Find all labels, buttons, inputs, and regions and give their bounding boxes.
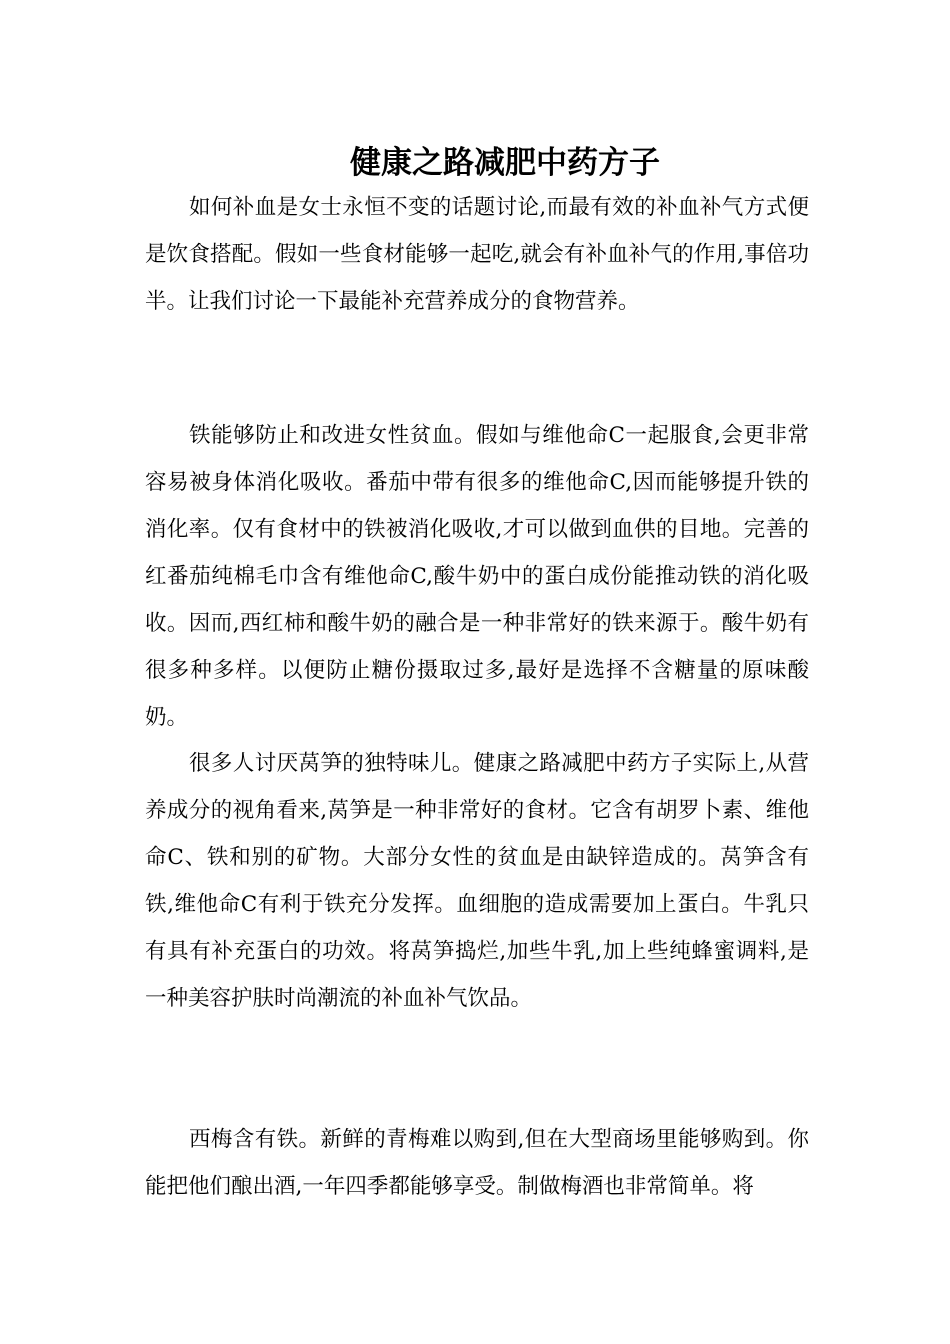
paragraph-lettuce: 很多人讨厌莴笋的独特味儿。健康之路减肥中药方子实际上,从营养成分的视角看来,莴笋是一种非常好的食材。它含有胡罗卜素、维他命C、铁和别的矿物。大部分女性的贫血是由缺锌造成的。莴笋含有铁,维他命C有利于铁充分发挥。血细胞的造成需要加上蛋白。牛乳只有具有补充蛋白的功效。将莴笋捣烂,加些牛乳,加上些纯蜂蜜调料,是一种美容护肤时尚潮流的补血补气饮品。 (145, 751, 809, 1011)
paragraph-iron-vitamin-c: 铁能够防止和改进女性贫血。假如与维他命C一起服食,会更非常容易被身体消化吸收。番茄中带有很多的维他命C,因而能够提升铁的消化率。仅有食材中的铁被消化吸收,才可以做到血供的目地。完善的红番茄纯棉毛巾含有维他命C,酸牛奶中的蛋白成份能推动铁的消化吸收。因而,西红柿和酸牛奶的融合是一种非常好的铁来源于。酸牛奶有很多种多样。以便防止糖份摄取过多,最好是选择不含糖量的原味酸奶。 (145, 423, 809, 730)
document-title: 健康之路减肥中药方子 (350, 144, 660, 181)
paragraph-plum: 西梅含有铁。新鲜的青梅难以购到,但在大型商场里能够购到。你能把他们酿出酒,一年四季都能够享受。制做梅酒也非常简单。将 (145, 1127, 809, 1199)
paragraph-iron-intro: 如何补血是女士永恒不变的话题讨论,而最有效的补血补气方式便是饮食搭配。假如一些食材能够一起吃,就会有补血补气的作用,事倍功半。让我们讨论一下最能补充营养成分的食物营养。 (145, 195, 809, 314)
